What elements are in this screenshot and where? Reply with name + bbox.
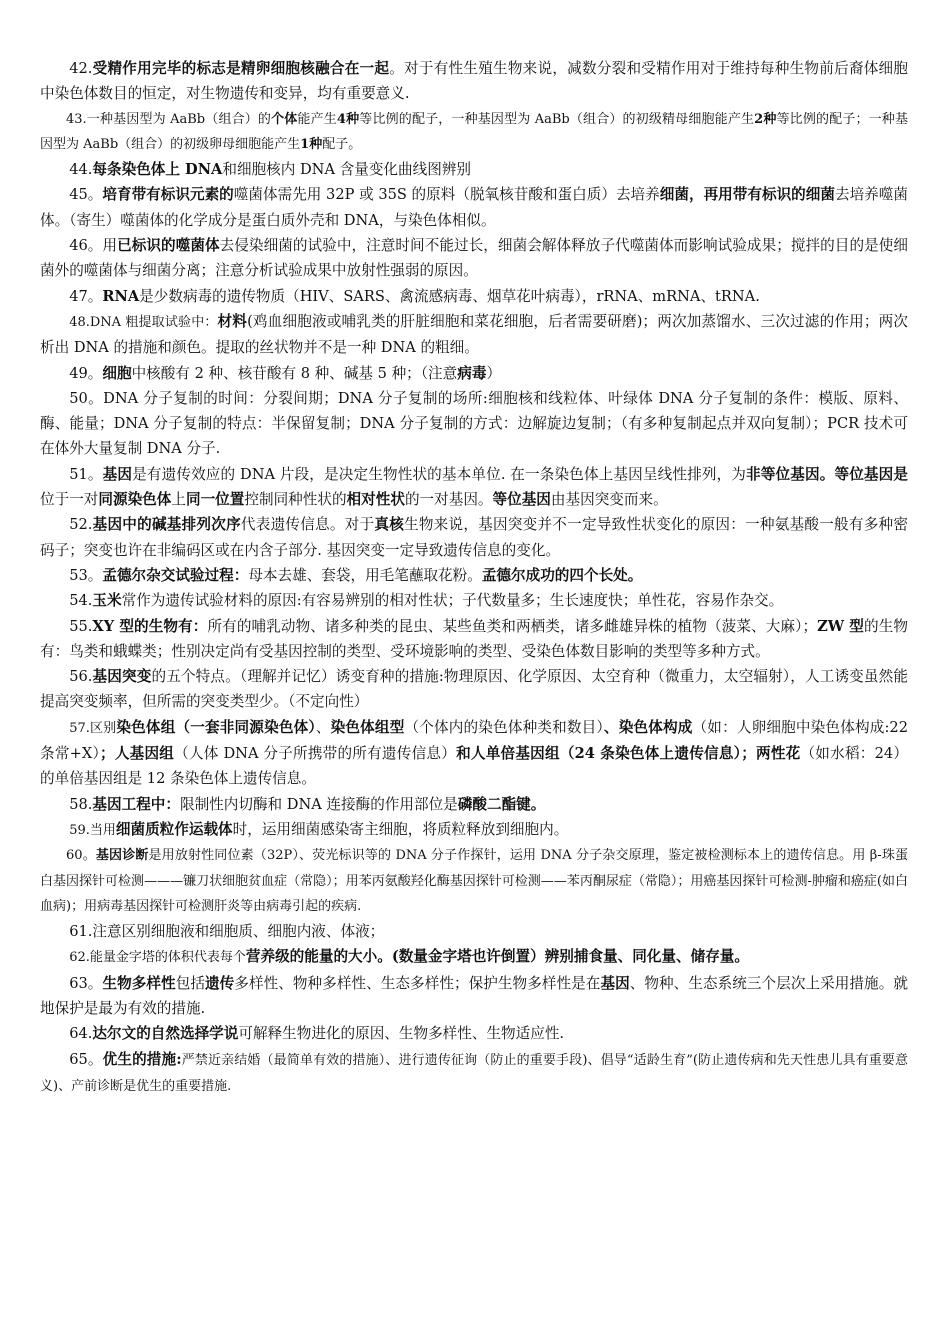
text-run: 63。 bbox=[69, 974, 103, 992]
text-run: 等比例的配子；一种基因型为 AaBb（组合）的初级卵母细胞能产生 bbox=[40, 111, 908, 152]
text-run: 45。 bbox=[69, 186, 103, 204]
bold-text: 已标识的噬菌体 bbox=[117, 237, 220, 255]
text-run: ） bbox=[486, 364, 502, 382]
bold-text: （一套非同源染色体） bbox=[175, 718, 316, 736]
paragraph-46 bbox=[40, 233, 908, 284]
bold-text: 遗传 bbox=[205, 974, 235, 992]
text-run: 中核酸有 2 种、核苷酸有 8 种、碱基 5 种；（注意 bbox=[131, 364, 458, 382]
bold-text: 病毒 bbox=[457, 364, 487, 382]
paragraph-58 bbox=[40, 792, 908, 817]
text-run: 49。 bbox=[69, 364, 103, 382]
bold-text: 材料 bbox=[217, 312, 248, 330]
text-run: 包括 bbox=[175, 974, 205, 992]
paragraph-60 bbox=[40, 843, 908, 919]
text-run: 时，运用细菌感染寄主细胞，将质粒释放到细胞内。 bbox=[232, 820, 569, 838]
document-body bbox=[40, 56, 908, 1099]
bold-text: ZW 型 bbox=[817, 617, 864, 635]
text-run: 是少数病毒的遗传物质（HIV、SARS、禽流感病毒、烟草花叶病毒），rRNA、mRNA、tRNA. bbox=[139, 287, 760, 305]
text-run: 限制性内切酶和 DNA 连接酶的作用部位是 bbox=[179, 795, 458, 813]
paragraph-44 bbox=[40, 157, 908, 182]
text-run: 代表遗传信息。对于 bbox=[240, 516, 375, 534]
bold-text: 生物多样性 bbox=[102, 974, 176, 992]
bold-text: 染色体组型 bbox=[330, 718, 405, 736]
paragraph-45 bbox=[40, 182, 908, 233]
bold-text: 真核 bbox=[374, 516, 405, 534]
bold-text: 染色体组 bbox=[116, 718, 176, 736]
bold-text: 基因诊断 bbox=[95, 848, 149, 864]
text-run: 43.一种基因型为 AaBb（组合）的 bbox=[66, 111, 272, 127]
bold-text: 基因工程中： bbox=[92, 795, 180, 813]
text-run: 是用放射性同位素（32P）、荧光标识等的 DNA 分子作探针，运用 DNA 分子杂交原理，鉴定被检测标本上的遗传信息。用 β-珠蛋白基因探针可检测———镰刀状细胞贫血症（常隐）；用苯丙氨酸羟化酶基因探针可检测——苯丙酮尿症（常隐）；用癌基因探针可检测-肿瘤和癌症(如白血病)；用病毒基因探针可检测肝炎等由病毒引起的疾病. bbox=[40, 848, 908, 914]
text-run: 51。 bbox=[69, 465, 103, 483]
text-run: 、 bbox=[315, 718, 331, 736]
text-run: 。对于有性生殖生物来说，减数分裂和受精作用对于维持每种生物前后裔体细胞中染色体数目的恒定，对生物遗传和变异，均有重要意义. bbox=[40, 60, 908, 103]
text-run: 多样性、物种多样性、生态多样性；保护生物多样性是在 bbox=[234, 974, 601, 992]
bold-text: 细胞 bbox=[102, 364, 132, 382]
bold-text: 营养级的能量的大小。(数量金字塔也许倒置）辨别捕食量、同化量、储存量。 bbox=[245, 948, 749, 966]
text-run: （人体 DNA 分子所携带的所有遗传信息） bbox=[174, 745, 457, 763]
text-run: 50。DNA 分子复制的时间：分裂间期；DNA 分子复制的场所:细胞核和线粒体、叶绿体 DNA 分子复制的条件：模版、原料、酶、能量；DNA 分子复制的特点：半保留复制；DNA 分子复制的方式：边解旋边复制；（有多种复制起点并双向复制）；PCR 技术可在体外大量复制 DNA 分子. bbox=[40, 389, 908, 458]
paragraph-53 bbox=[40, 563, 908, 588]
text-run: 的生物有：鸟类和蛾蝶类；性别决定尚有受基因控制的类型、受环境影响的类型、受染色体数目影响的类型等多种方式。 bbox=[40, 617, 908, 660]
text-run: 48.DNA 粗提取试验中： bbox=[69, 314, 218, 330]
text-run: 的一对基因。 bbox=[404, 491, 493, 509]
text-run: 和细胞核内 DNA 含量变化曲线图辨别 bbox=[222, 161, 471, 179]
paragraph-55 bbox=[40, 614, 908, 665]
text-run: 59.当用 bbox=[69, 822, 116, 838]
text-run: 62.能量金字塔的体积代表每个 bbox=[69, 950, 246, 966]
bold-text: 1种 bbox=[300, 136, 323, 152]
bold-text: 基因 bbox=[102, 465, 133, 483]
text-run: 64. bbox=[69, 1025, 93, 1043]
text-run: 44. bbox=[69, 161, 93, 179]
bold-text: 等位基因 bbox=[492, 491, 551, 509]
bold-text: 磷酸二酯键。 bbox=[457, 795, 546, 813]
text-run: 严禁近亲结婚（最简单有效的措施）、进行遗传征询（防止的重要手段)、倡导“适龄生育”(防止遗传病和先天性患儿具有重要意义)、产前诊断是优生的重要措施. bbox=[40, 1052, 909, 1094]
text-run: 由基因突变而来。 bbox=[550, 491, 668, 509]
text-run: 54. bbox=[69, 592, 93, 610]
text-run: 位于一对 bbox=[40, 491, 99, 509]
bold-text: 染色体构成 bbox=[618, 718, 693, 736]
paragraph-65 bbox=[40, 1047, 908, 1100]
paragraph-50 bbox=[40, 386, 908, 462]
paragraph-48 bbox=[40, 309, 908, 361]
bold-text: 基因中的碱基排列次序 bbox=[92, 516, 241, 534]
bold-text: 相对性状 bbox=[346, 491, 405, 509]
text-run: 所有的哺乳动物、诸多种类的昆虫、某些鱼类和两栖类，诸多雌雄异株的植物（菠菜、大麻）； bbox=[207, 617, 818, 635]
bold-text: 同源染色体 bbox=[98, 491, 172, 509]
bold-text: 同一位置 bbox=[185, 491, 245, 509]
bold-text: ；人基因组 bbox=[100, 745, 175, 763]
text-run: 去培养噬菌体。（寄生）噬菌体的化学成分是蛋白质外壳和 DNA，与染色体相似。 bbox=[40, 186, 908, 229]
text-run: 的五个特点。（理解并记忆）诱变育种的措施:物理原因、化学原因、太空育种（微重力，太空辐射），人工诱变虽然能提高突变频率，但所需的突变类型少。（不定向性） bbox=[40, 668, 908, 711]
paragraph-62 bbox=[40, 944, 908, 970]
paragraph-42 bbox=[40, 56, 908, 107]
text-run: 60。 bbox=[66, 848, 96, 864]
bold-text: 非等位基因。等位基因是 bbox=[746, 465, 908, 483]
bold-text: 每条染色体上 DNA bbox=[92, 161, 223, 179]
bold-text: 孟德尔成功的四个长处。 bbox=[481, 566, 643, 584]
text-run: 57.区别 bbox=[69, 720, 117, 736]
paragraph-64 bbox=[40, 1021, 908, 1046]
text-run: 46。用 bbox=[69, 237, 118, 255]
text-run: 是有遗传效应的 DNA 片段，是决定生物性状的基本单位. 在一条染色体上基因呈线性排列，为 bbox=[132, 465, 747, 483]
text-run: 53。 bbox=[69, 566, 103, 584]
bold-text: 孟德尔杂交试验过程： bbox=[102, 566, 249, 584]
paragraph-51 bbox=[40, 462, 908, 513]
paragraph-43 bbox=[40, 107, 908, 158]
bold-text: XY 型的生物有： bbox=[92, 617, 208, 635]
text-run: （如水稻：24）的单倍基因组是 12 条染色体上遗传信息。 bbox=[40, 745, 908, 788]
text-run: 等比例的配子，一种基因型为 AaBb（组合）的初级精母细胞能产生 bbox=[359, 111, 755, 127]
text-run: 42. bbox=[69, 60, 93, 77]
text-run: 配子。 bbox=[322, 136, 362, 152]
bold-text: 玉米 bbox=[92, 592, 122, 610]
bold-text: 达尔文的自然选择学说 bbox=[92, 1025, 239, 1043]
text-run: 47。 bbox=[69, 287, 103, 305]
bold-text: 培育带有标识元素的 bbox=[102, 186, 234, 204]
text-run: 母本去雄、套袋，用毛笔蘸取花粉。 bbox=[248, 566, 482, 584]
paragraph-54 bbox=[40, 588, 908, 613]
text-run: 去侵染细菌的试验中，注意时间不能过长，细菌会解体释放子代噬菌体而影响试验成果；搅拌的目的是使细菌外的噬菌体与细菌分离；注意分析试验成果中放射性强弱的原因。 bbox=[40, 237, 908, 280]
text-run: 56. bbox=[69, 668, 93, 686]
text-run: 控制同种性状的 bbox=[244, 491, 347, 509]
bold-text: 细菌质粒作运载体 bbox=[115, 820, 233, 838]
text-run: 、物种、生态系统三个层次上采用措施。就地保护是最为有效的措施. bbox=[40, 974, 908, 1017]
paragraph-57 bbox=[40, 715, 908, 792]
paragraph-61 bbox=[40, 919, 908, 944]
bold-text: 细菌，再用带有标识的细菌 bbox=[659, 186, 835, 204]
text-run: 可解释生物进化的原因、生物多样性、生物适应性. bbox=[238, 1025, 565, 1043]
text-run: (鸡血细胞液或哺乳类的肝脏细胞和菜花细胞，后者需要研磨)；两次加蒸馏水、三次过滤的作用；两次析出 DNA 的措施和颜色。提取的丝状物并不是一种 DNA 的粗细。 bbox=[40, 312, 908, 357]
paragraph-49 bbox=[40, 361, 908, 386]
bold-text: 个体 bbox=[271, 111, 298, 127]
bold-text: 优生的措施: bbox=[102, 1050, 182, 1068]
text-run: 常作为遗传试验材料的原因:有容易辨别的相对性状；子代数量多；生长速度快；单性花，容易作杂交。 bbox=[121, 592, 784, 610]
text-run: 52. bbox=[69, 516, 93, 534]
bold-text: 2种 bbox=[754, 111, 777, 127]
paragraph-63 bbox=[40, 971, 908, 1022]
paragraph-47 bbox=[40, 284, 908, 309]
bold-text: RNA bbox=[102, 287, 140, 305]
text-run: 上 bbox=[171, 491, 186, 509]
text-run: 噬菌体需先用 32P 或 35S 的原料（脱氧核苷酸和蛋白质）去培养 bbox=[233, 186, 660, 204]
text-run: 能产生 bbox=[297, 111, 337, 127]
bold-text: 基因 bbox=[600, 974, 630, 992]
paragraph-59 bbox=[40, 817, 908, 843]
bold-text: 、 bbox=[603, 718, 619, 736]
bold-text: 4种 bbox=[336, 111, 360, 127]
text-run: 65。 bbox=[69, 1050, 103, 1068]
text-run: （如：人卵细胞中染色体构成:22 条常+X） bbox=[40, 718, 908, 763]
text-run: 生物来说，基因突变并不一定导致性状变化的原因：一种氨基酸一般有多种密码子；突变也许在非编码区或在内含子部分. 基因突变一定导致遗传信息的变化。 bbox=[40, 516, 908, 559]
text-run: 58. bbox=[69, 795, 93, 813]
paragraph-52 bbox=[40, 512, 908, 563]
text-run: 61.注意区别细胞液和细胞质、细胞内液、体液； bbox=[69, 923, 385, 941]
text-run: （个体内的染色体种类和数目） bbox=[404, 718, 604, 736]
bold-text: 和人单倍基因组（24 条染色体上遗传信息）；两性花 bbox=[456, 745, 801, 763]
paragraph-56 bbox=[40, 664, 908, 715]
bold-text: 基因突变 bbox=[92, 668, 152, 686]
text-run: 55. bbox=[69, 617, 93, 635]
bold-text: 受精作用完毕的标志是精卵细胞核融合在一起 bbox=[92, 60, 390, 77]
